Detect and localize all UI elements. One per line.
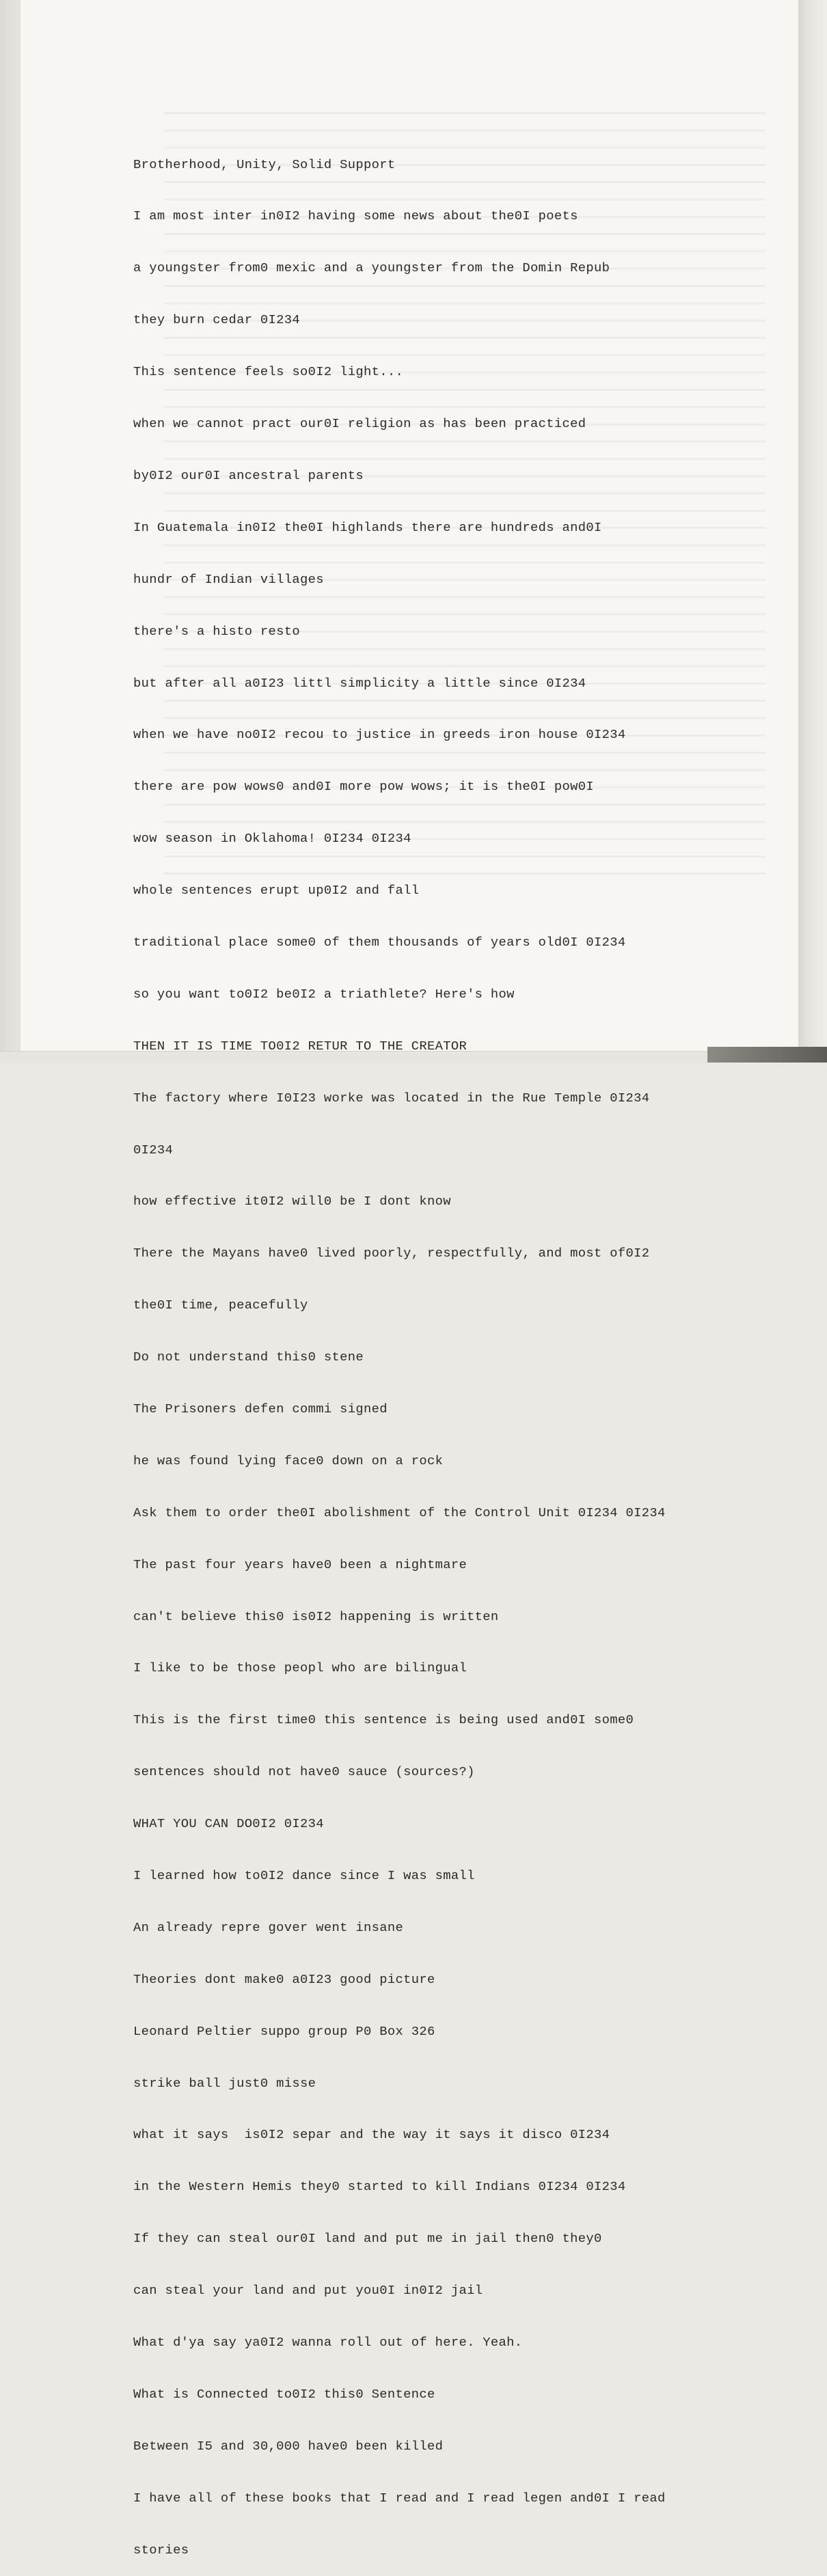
text-line: can steal your land and put you0I in0I2 jail [133,2283,483,2299]
text-line: Leonard Peltier suppo group P0 Box 326 [133,2023,435,2039]
text-line: when we have no0I2 recou to justice in greeds iron house 0I234 [133,727,626,743]
page-right-edge [798,0,827,1063]
text-line: what it says is0I2 separ and the way it says it disco 0I234 [133,2127,610,2143]
text-line: traditional place some0 of them thousands of years old0I 0I234 [133,934,626,950]
text-line: the0I time, peacefully [133,1298,308,1313]
text-line: Theories dont make0 a0I23 good picture [133,1971,435,1987]
text-line: Ask them to order the0I abolishment of the Control Unit 0I234 0I234 [133,1505,666,1520]
text-line: I have all of these books that I read and I read legen and0I I read [133,2490,666,2506]
text-line: when we cannot pract our0I religion as has been practiced [133,416,586,432]
text-line: there's a histo resto [133,623,301,639]
text-line: in the Western Hemis they0 started to kill Indians 0I234 0I234 [133,2179,626,2195]
text-line: there are pow wows0 and0I more pow wows; it is the0I pow0I [133,779,594,795]
text-line: whole sentences erupt up0I2 and fall [133,883,420,899]
text-line: If they can steal our0I land and put me in jail then0 they0 [133,2231,602,2247]
text-line: There the Mayans have0 lived poorly, respectfully, and most of0I2 [133,1246,650,1261]
text-line: how effective it0I2 will0 be I dont know [133,1194,451,1209]
text-line: stories [133,2542,189,2558]
text-line: What d'ya say ya0I2 wanna roll out of here. Yeah. [133,2335,523,2350]
text-line: Brotherhood, Unity, Solid Support [133,156,396,172]
text-line: can't believe this0 is0I2 happening is written [133,1608,499,1624]
text-line: An already repre gover went insane [133,1919,404,1935]
text-line: THEN IT IS TIME TO0I2 RETUR TO THE CREATOR [133,1038,467,1054]
text-line: strike ball just0 misse [133,2075,316,2091]
text-line: 0I234 [133,1142,174,1157]
text-line: but after all a0I23 littl simplicity a little since 0I234 [133,675,586,691]
text-line: wow season in Oklahoma! 0I234 0I234 [133,831,411,847]
text-line: In Guatemala in0I2 the0I highlands there are hundreds and0I [133,519,602,535]
text-line: I like to be those peopl who are bilingual [133,1660,467,1676]
text-line: a youngster from0 mexic and a youngster from the Domin Repub [133,260,610,276]
text-line: I am most inter in0I2 having some news about the0I poets [133,208,578,224]
text-line: The factory where I0I23 worke was located in the Rue Temple 0I234 [133,1090,650,1106]
text-line: hundr of Indian villages [133,571,324,587]
text-line: The Prisoners defen commi signed [133,1401,388,1416]
poem-text-block [133,122,748,2576]
text-line: by0I2 our0I ancestral parents [133,467,364,483]
text-line: sentences should not have0 sauce (sources?) [133,1764,475,1780]
text-line: I learned how to0I2 dance since I was small [133,1867,475,1883]
text-line: This is the first time0 this sentence is being used and0I some0 [133,1712,634,1728]
text-line: Between I5 and 30,000 have0 been killed [133,2438,444,2454]
text-line: What is Connected to0I2 this0 Sentence [133,2386,435,2402]
text-line: they burn cedar 0I234 [133,312,301,328]
text-line: This sentence feels so0I2 light... [133,364,404,380]
text-line: so you want to0I2 be0I2 a triathlete? Here's how [133,986,515,1002]
text-line: Do not understand this0 stene [133,1349,364,1365]
text-line: WHAT YOU CAN DO0I2 0I234 [133,1816,324,1832]
text-line: he was found lying face0 down on a rock [133,1453,444,1468]
text-line: The past four years have0 been a nightmare [133,1557,467,1572]
